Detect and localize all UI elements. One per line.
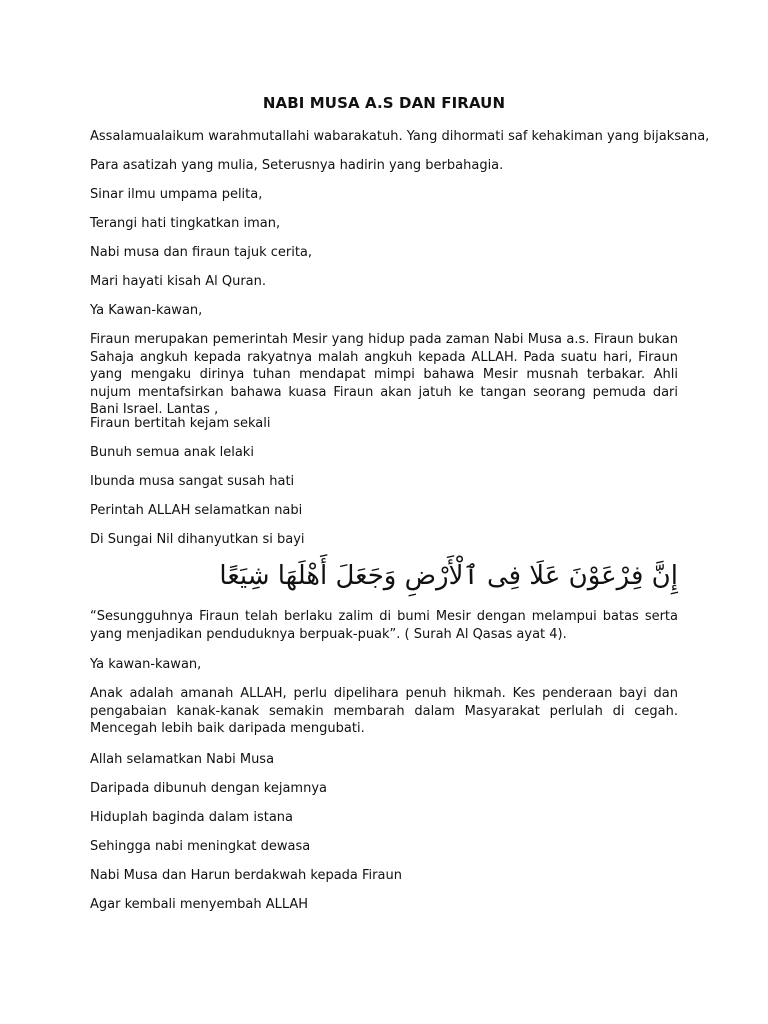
verse-1-line-2: Terangi hati tingkatkan iman, bbox=[90, 216, 281, 231]
verse-3-line-3: Hiduplah baginda dalam istana bbox=[90, 810, 293, 825]
document-title: NABI MUSA A.S DAN FIRAUN bbox=[262, 94, 506, 112]
verse-2-line-2: Bunuh semua anak lelaki bbox=[90, 445, 254, 460]
verse-2-line-4: Perintah ALLAH selamatkan nabi bbox=[90, 503, 303, 518]
verse-1-line-1: Sinar ilmu umpama pelita, bbox=[90, 187, 263, 202]
address-line-1: Ya Kawan-kawan, bbox=[90, 303, 203, 318]
greeting-line-2: Para asatizah yang mulia, Seterusnya hadirin yang berbahagia. bbox=[90, 158, 504, 173]
verse-3-line-4: Sehingga nabi meningkat dewasa bbox=[90, 839, 311, 854]
verse-3-line-5: Nabi Musa dan Harun berdakwah kepada Firaun bbox=[90, 868, 402, 883]
verse-1-line-3: Nabi musa dan firaun tajuk cerita, bbox=[90, 245, 313, 260]
verse-3-line-2: Daripada dibunuh dengan kejamnya bbox=[90, 781, 327, 796]
verse-3-line-1: Allah selamatkan Nabi Musa bbox=[90, 752, 275, 767]
greeting-line-1: Assalamualaikum warahmutallahi wabarakatuh. Yang dihormati saf kehakiman yang bijaksana, bbox=[90, 129, 710, 144]
address-line-2: Ya kawan-kawan, bbox=[90, 657, 202, 672]
translation-paragraph: “Sesungguhnya Firaun telah berlaku zalim di bumi Mesir dengan melampui batas serta yang menjadikan penduduknya berpuak-puak”. ( Surah Al Qasas ayat 4). bbox=[90, 609, 678, 642]
verse-2-line-3: Ibunda musa sangat susah hati bbox=[90, 474, 295, 489]
verse-2-line-1: Firaun bertitah kejam sekali bbox=[90, 416, 271, 431]
arabic-verse: إِنَّ فِرْعَوْنَ عَلَا فِى ٱلْأَرْضِ وَجَعَلَ أَهْلَهَا شِيَعًا bbox=[219, 561, 678, 591]
paragraph-2: Anak adalah amanah ALLAH, perlu dipelihara penuh hikmah. Kes penderaan bayi dan pengabaian kanak-kanak semakin membarah dalam Masyarakat perlulah di cegah. Mencegah lebih baik daripada mengubati. bbox=[90, 686, 678, 737]
paragraph-1: Firaun merupakan pemerintah Mesir yang hidup pada zaman Nabi Musa a.s. Firaun bukan Sahaja angkuh kepada rakyatnya malah angkuh kepada ALLAH. Pada suatu hari, Firaun yang mengaku dirinya tuhan mendapat mimpi bahawa Mesir musnah terbakar. Ahli nujum mentafsirkan bahawa kuasa Firaun akan jatuh ke tangan seorang pemuda dari Bani Israel. Lantas , bbox=[90, 332, 678, 418]
verse-3-line-6: Agar kembali menyembah ALLAH bbox=[90, 897, 309, 912]
verse-1-line-4: Mari hayati kisah Al Quran. bbox=[90, 274, 267, 289]
verse-2-line-5: Di Sungai Nil dihanyutkan si bayi bbox=[90, 532, 305, 547]
